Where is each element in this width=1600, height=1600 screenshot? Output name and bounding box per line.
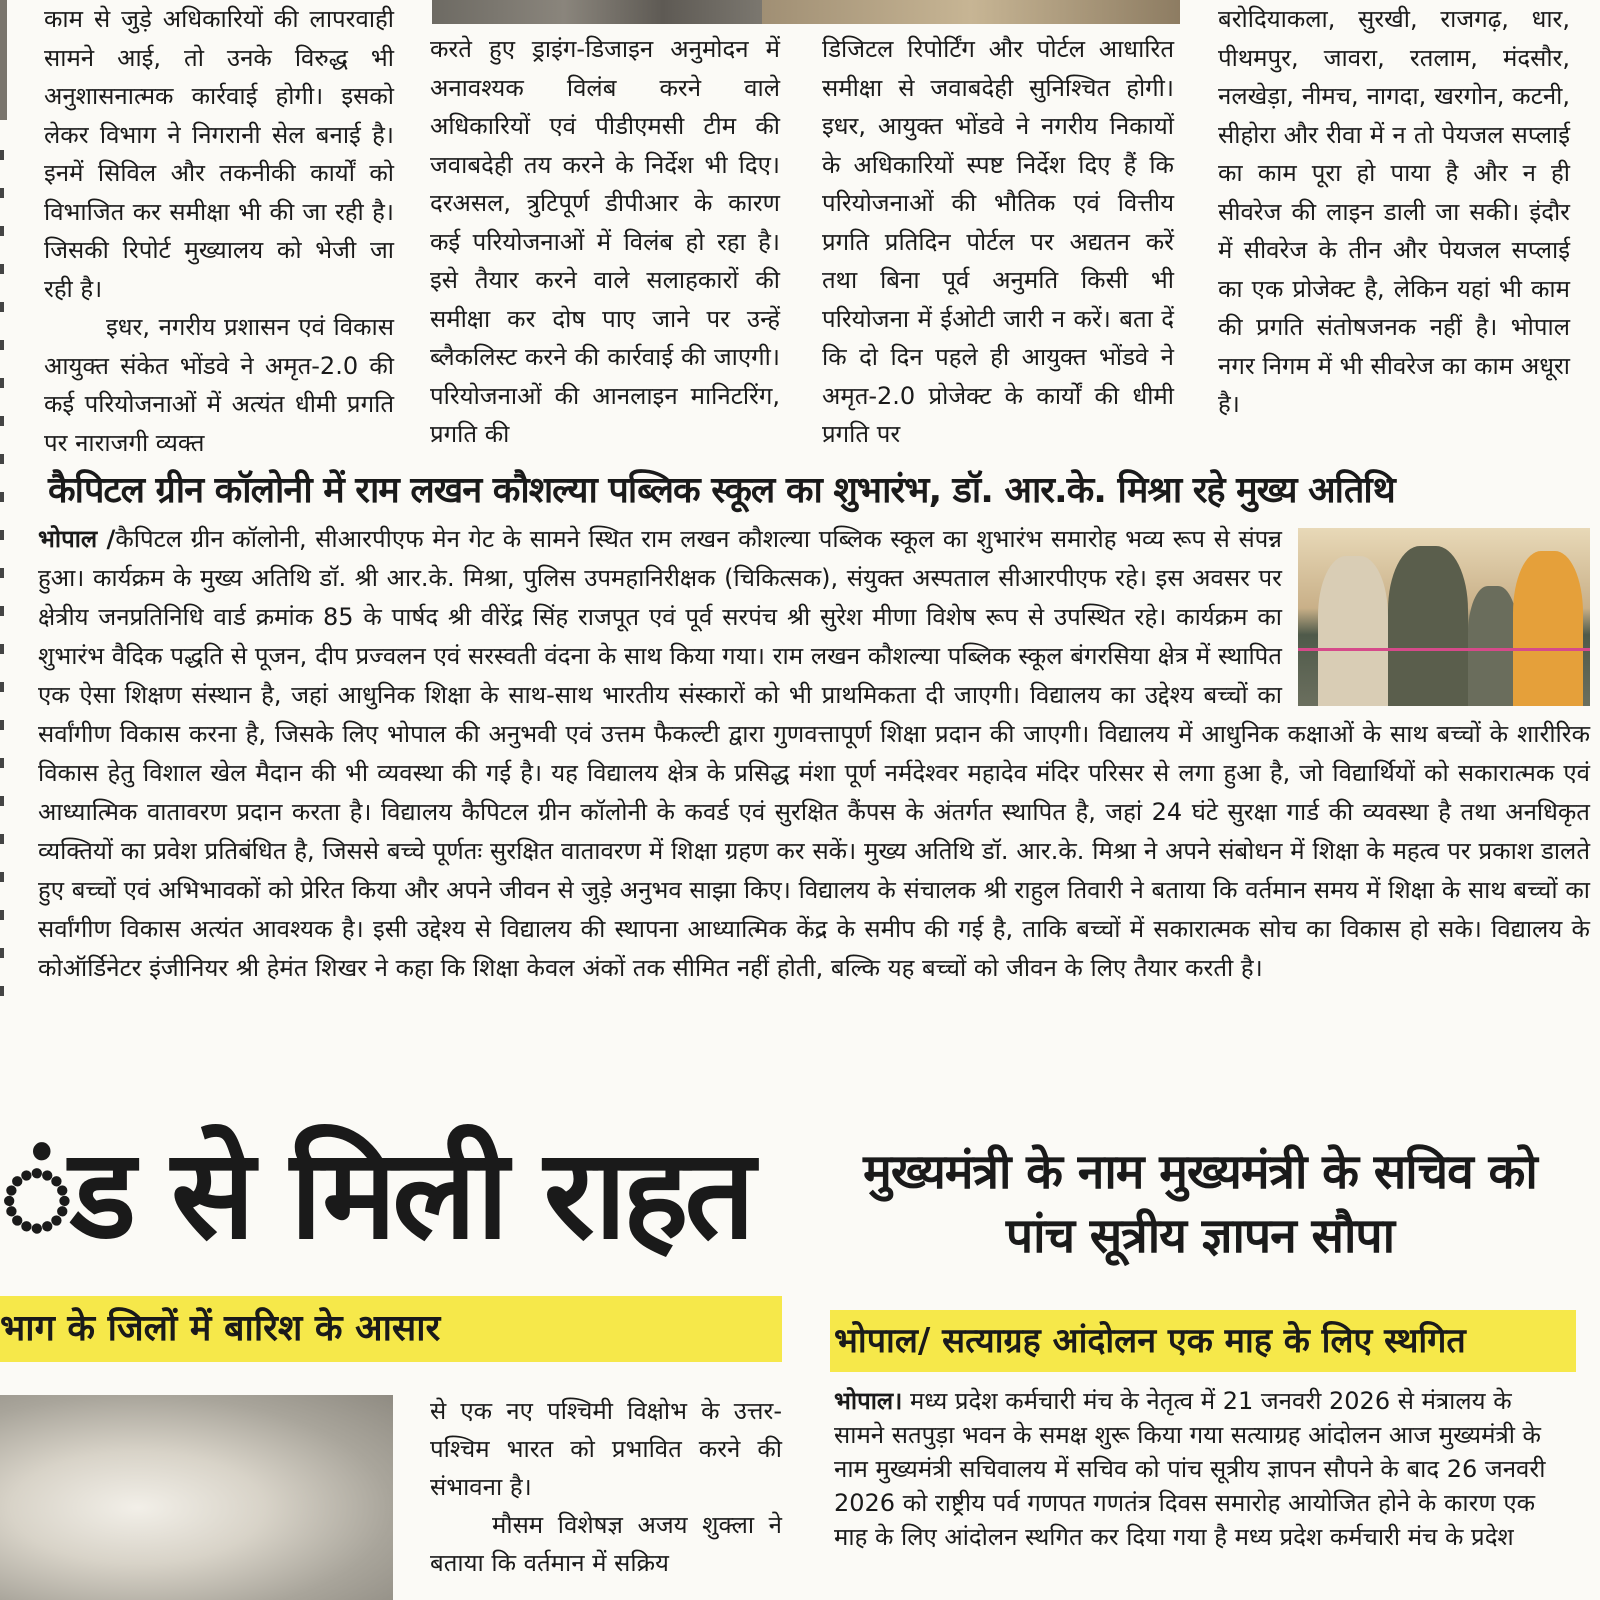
article-column-4 (1218, 0, 1570, 424)
paragraph: इधर, नगरीय प्रशासन एवं विकास आयुक्त संकेत भोंडवे ने अमृत-2.0 की कई परियोजनाओं में अत्यंत धीमी प्रगति पर नाराजगी व्यक्त (44, 313, 394, 457)
weather-story-body (430, 1392, 782, 1582)
memo-headline: मुख्यमंत्री के नाम मुख्यमंत्री के सचिव को पांच सूत्रीय ज्ञापन सौपा (863, 1144, 1537, 1264)
paragraph: करते हुए ड्राइंग-डिजाइन अनुमोदन में अनावश्यक विलंब करने वाले अधिकारियों एवं पीडीएमसी टीम की जवाबदेही तय करने के निर्देश भी दिए। दरअसल, त्रुटिपूर्ण डीपीआर के कारण कई परियोजनाओं में विलंब हो रहा है। इसे तैयार करने वाले सलाहकारों की समीक्षा कर दोष पाए जाने पर उन्हें ब्लैकलिस्ट करने की कार्रवाई की जाएगी। परियोजनाओं की आनलाइन मानिटरिंग, प्रगति की (430, 35, 780, 448)
article-column-3 (822, 30, 1174, 454)
dateline: भोपाल। (834, 1387, 903, 1415)
paragraph: मौसम विशेषज्ञ अजय शुक्ला ने बताया कि वर्तमान में सक्रिय (430, 1511, 782, 1577)
school-story-body (38, 520, 1590, 988)
paragraph: बरोदियाकला, सुरखी, राजगढ़, धार, पीथमपुर, जावरा, रतलाम, मंदसौर, नलखेड़ा, नीमच, नागदा, खरगोन, कटनी, सीहोरा और रीवा में न तो पेयजल सप्लाई का काम पूरा हो पाया है और न ही सीवरेज की लाइन डाली जा सकी। इंदौर में सीवरेज के तीन और पेयजल सप्लाई का एक प्रोजेक्ट है, लेकिन यहां भी काम की प्रगति संतोषजनक नहीं है। भोपाल नगर निगम में भी सीवरेज का काम अधूरा है। (1218, 5, 1570, 418)
left-edge-column-rule (0, 150, 4, 1000)
story-text: मध्य प्रदेश कर्मचारी मंच के नेतृत्व में 21 जनवरी 2026 से मंत्रालय के सामने सतपुड़ा भवन के समक्ष शुरू किया गया सत्याग्रह आंदोलन आज मुख्यमंत्री के नाम मुख्यमंत्री सचिवालय में सचिव को पांच सूत्रीय ज्ञापन सौपने के बाद 26 जनवरी 2026 को राष्ट्रीय पर्व गणपत गणतंत्र दिवस समारोह आयोजित होने के कारण एक माह के लिए आंदोलन स्थगित कर दिया गया है मध्य प्रदेश कर्मचारी मंच के प्रदेश (834, 1387, 1546, 1551)
clouds-photo (0, 1395, 393, 1600)
ribbon (1298, 648, 1590, 651)
article-column-1 (44, 0, 394, 462)
memo-subheadline: भोपाल/ सत्याग्रह आंदोलन एक माह के लिए स्थगित (834, 1321, 1466, 1361)
weather-headline: ंड से मिली राहत (0, 1123, 752, 1267)
school-inauguration-photo (1298, 528, 1590, 706)
photo-person (1318, 556, 1388, 706)
left-edge-photo (0, 0, 7, 120)
top-photo-strip-2 (762, 0, 1180, 24)
weather-subheadline: भाग के जिलों में बारिश के आसार (0, 1308, 441, 1349)
article-column-2 (430, 30, 780, 454)
paragraph: काम से जुड़े अधिकारियों की लापरवाही सामने आई, तो उनके विरुद्ध भी अनुशासनात्मक कार्रवाई होगी। इसको लेकर विभाग ने निगरानी सेल बनाई है। इनमें सिविल और तकनीकी कार्यों को विभाजित कर समीक्षा भी की जा रही है। जिसकी रिपोर्ट मुख्यालय को भेजी जा रही है। (44, 5, 394, 303)
school-story-headline: कैपिटल ग्रीन कॉलोनी में राम लखन कौशल्या पब्लिक स्कूल का शुभारंभ, डॉ. आर.के. मिश्रा रहे मुख्य अतिथि (48, 470, 1395, 511)
photo-person (1468, 586, 1518, 706)
memo-story-body (834, 1384, 1554, 1554)
top-photo-strip (432, 0, 762, 24)
photo-person (1513, 551, 1583, 706)
paragraph: से एक नए पश्चिमी विक्षोभ के उत्तर-पश्चिम भारत को प्रभावित करने की संभावना है। (430, 1397, 782, 1501)
photo-person (1388, 546, 1468, 706)
paragraph: डिजिटल रिपोर्टिंग और पोर्टल आधारित समीक्षा से जवाबदेही सुनिश्चित होगी।इधर, आयुक्त भोंडवे ने नगरीय निकायों के अधिकारियों स्पष्ट निर्देश दिए हैं कि परियोजनाओं की भौतिक एवं वित्तीय प्रगति प्रतिदिन पोर्टल पर अद्यतन करें तथा बिना पूर्व अनुमति किसी भी परियोजना में ईओटी जारी न करें। बता दें कि दो दिन पहले ही आयुक्त भोंडवे ने अमृत-2.0 प्रोजेक्ट के कार्यों की धीमी प्रगति पर (822, 35, 1174, 448)
dateline: भोपाल / (38, 525, 116, 553)
story-text: कैपिटल ग्रीन कॉलोनी, सीआरपीएफ मेन गेट के सामने स्थित राम लखन कौशल्या पब्लिक स्कूल का शुभारंभ समारोह भव्य रूप से संपन्न हुआ। कार्यक्रम के मुख्य अतिथि डॉ. श्री आर.के. मिश्रा, पुलिस उपमहानिरीक्षक (चिकित्सक), संयुक्त अस्पताल सीआरपीएफ रहे। इस अवसर पर क्षेत्रीय जनप्रतिनिधि वार्ड क्रमांक 85 के पार्षद श्री वीरेंद्र सिंह राजपूत एवं पूर्व सरपंच श्री सुरेश मीणा विशेष रूप से उपस्थित रहे। कार्यक्रम का शुभारंभ वैदिक पद्धति से पूजन, दीप प्रज्वलन एवं सरस्वती वंदना के साथ किया गया। राम लखन कौशल्या पब्लिक स्कूल बंगरसिया क्षेत्र में स्थापित एक ऐसा शिक्षण संस्थान है, जहां आधुनिक शिक्षा के साथ-साथ भारतीय संस्कारों को भी प्राथमिकता दी जाएगी। विद्यालय का उद्देश्य बच्चों का सर्वांगीण विकास करना है, जिसके लिए भोपाल की अनुभवी एवं उत्तम फैकल्टी द्वारा गुणवत्तापूर्ण शिक्षा प्रदान की जाएगी। विद्यालय में आधुनिक कक्षाओं के साथ बच्चों के शारीरिक विकास हेतु विशाल खेल मैदान की भी व्यवस्था की गई है। यह विद्यालय क्षेत्र के प्रसिद्ध मंशा पूर्ण नर्मदेश्वर महादेव मंदिर परिसर से लगा हुआ है, जो विद्यार्थियों को सकारात्मक एवं आध्यात्मिक वातावरण प्रदान करता है। विद्यालय कैपिटल ग्रीन कॉलोनी के कवर्ड एवं सुरक्षित कैंपस के अंतर्गत स्थापित है, जहां 24 घंटे सुरक्षा गार्ड की व्यवस्था है तथा अनधिकृत व्यक्तियों का प्रवेश प्रतिबंधित है, जिससे बच्चे पूर्णतः सुरक्षित वातावरण में शिक्षा ग्रहण कर सकें। मुख्य अतिथि डॉ. आर.के. मिश्रा ने अपने संबोधन में शिक्षा के महत्व पर प्रकाश डालते हुए बच्चों एवं अभिभावकों को प्रेरित किया और अपने जीवन से जुड़े अनुभव साझा किए। विद्यालय के संचालक श्री राहुल तिवारी ने बताया कि वर्तमान समय में शिक्षा के साथ बच्चों का सर्वांगीण विकास अत्यंत आवश्यक है। इसी उद्देश्य से विद्यालय की स्थापना आध्यात्मिक केंद्र के समीप की गई है, ताकि बच्चों में सकारात्मक सोच का विकास हो सके। विद्यालय के कोऑर्डिनेटर इंजीनियर श्री हेमंत शिखर ने कहा कि शिक्षा केवल अंकों तक सीमित नहीं होती, बल्कि यह बच्चों को जीवन के लिए तैयार करती है। (38, 525, 1590, 982)
